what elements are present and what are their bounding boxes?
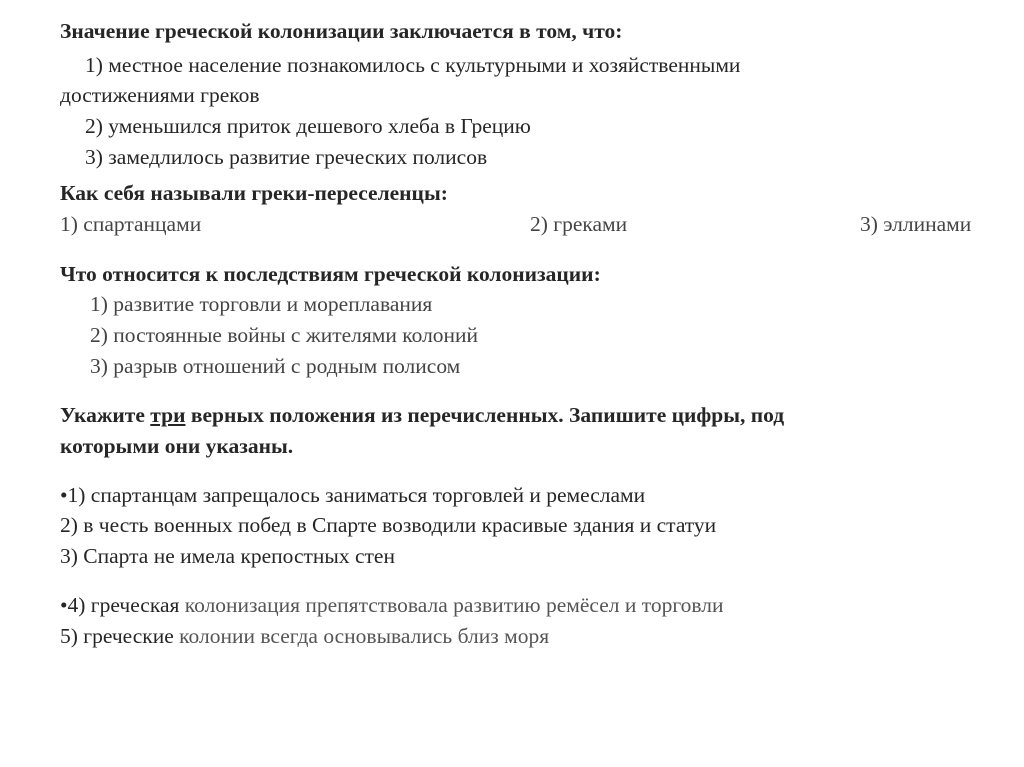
statement-3: 3) Спарта не имела крепостных стен bbox=[60, 544, 395, 568]
statement-2: 2) в честь военных побед в Спарте возводили красивые здания и статуи bbox=[60, 513, 717, 537]
question-2-option-2: 2) греками bbox=[530, 212, 628, 236]
statement-5 bbox=[60, 623, 549, 649]
question-4-title-line-2: которыми они указаны. bbox=[60, 434, 294, 458]
question-2-title: Как себя называли греки-переселенцы: bbox=[60, 181, 448, 205]
question-4-title-end: верных положения из перечисленных. Запишите цифры, под bbox=[185, 403, 785, 427]
statement-5-end: колонии всегда основывались близ моря bbox=[173, 624, 550, 648]
question-4-title-start: Укажите bbox=[60, 403, 151, 427]
question-1-option-1: 1) местное население познакомилось с культурными и хозяйственными bbox=[85, 53, 741, 77]
statement-4-end: колонизация препятствовала развитию ремёсел и торговли bbox=[179, 593, 724, 617]
question-2-option-1: 1) спартанцами bbox=[60, 212, 202, 236]
question-4-title-underlined: три bbox=[150, 403, 186, 427]
question-2-options-row bbox=[60, 211, 972, 237]
question-1-option-2: 2) уменьшился приток дешевого хлеба в Грецию bbox=[85, 114, 531, 138]
statement-4 bbox=[60, 592, 723, 618]
question-3-option-2: 2) постоянные войны с жителями колоний bbox=[90, 323, 479, 347]
question-3-title: Что относится к последствиям греческой колонизации: bbox=[60, 262, 601, 286]
question-1-option-3: 3) замедлилось развитие греческих полисов bbox=[85, 145, 488, 169]
question-1-option-1-continued: достижениями греков bbox=[60, 83, 260, 107]
question-1-title: Значение греческой колонизации заключается в том, что: bbox=[60, 19, 623, 43]
question-4-title bbox=[60, 402, 784, 428]
statement-1: •1) спартанцам запрещалось заниматься торговлей и ремеслами bbox=[60, 483, 646, 507]
question-3-option-1: 1) развитие торговли и мореплавания bbox=[90, 292, 433, 316]
statement-5-start: 5) греческие bbox=[60, 624, 174, 648]
question-2-option-3: 3) эллинами bbox=[860, 212, 972, 236]
question-3-option-3: 3) разрыв отношений с родным полисом bbox=[90, 354, 461, 378]
statement-4-start: •4) греческая bbox=[60, 593, 180, 617]
